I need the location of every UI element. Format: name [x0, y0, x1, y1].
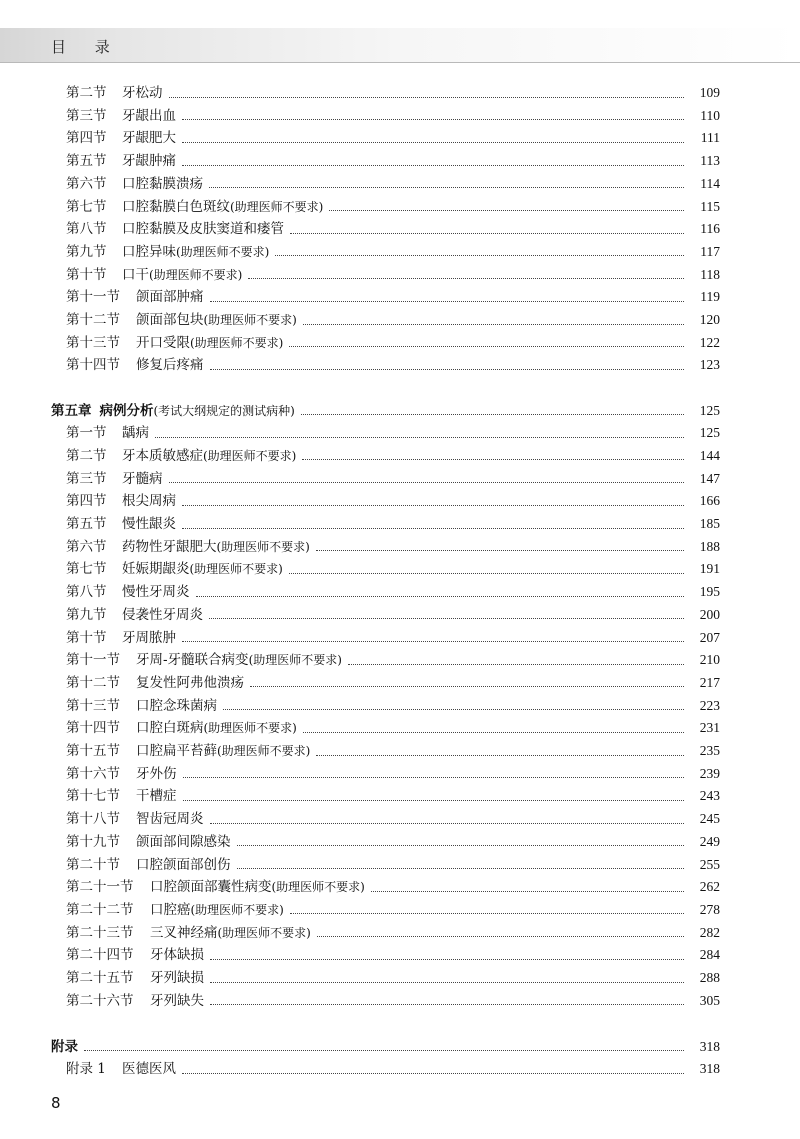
entry-number: 附录 1 — [66, 1061, 106, 1078]
entry-number: 第十三节 — [66, 334, 120, 351]
entry-page: 207 — [699, 629, 720, 645]
entry-page: 119 — [700, 289, 720, 305]
entry-page: 262 — [699, 879, 720, 895]
toc-entry[interactable] — [0, 558, 800, 580]
toc-entry[interactable] — [0, 218, 800, 240]
entry-number: 第六节 — [66, 175, 107, 192]
leader-dots — [290, 233, 684, 234]
entry-page: 235 — [699, 743, 720, 758]
entry-number: 第十节 — [66, 266, 107, 283]
entry-title: 慢性龈炎 — [122, 516, 176, 532]
toc-entry[interactable] — [0, 604, 800, 626]
leader-dots — [155, 437, 684, 438]
entry-number: 第十三节 — [66, 697, 120, 714]
entry-number: 第二十三节 — [66, 924, 134, 941]
entry-number: 第十四节 — [66, 720, 120, 737]
entry-title: 三叉神经痛(助理医师不要求) — [150, 924, 311, 941]
entry-title: 慢性牙周炎 — [122, 584, 190, 601]
leader-dots — [182, 165, 684, 166]
entry-number: 第五节 — [66, 153, 107, 170]
leader-dots — [223, 709, 684, 710]
entry-title: 牙周-牙髓联合病变(助理医师不要求) — [136, 652, 342, 669]
toc-entry[interactable] — [0, 422, 800, 444]
entry-page: 185 — [699, 516, 720, 531]
entry-number: 第十一节 — [66, 289, 120, 306]
entry-page: 284 — [699, 947, 720, 963]
entry-number: 第二十节 — [66, 856, 120, 873]
entry-number: 第一节 — [66, 425, 107, 442]
leader-dots — [182, 641, 684, 642]
entry-title: 牙髓病 — [122, 470, 163, 487]
entry-number: 第二十二节 — [66, 901, 134, 918]
entry-page: 223 — [699, 697, 720, 713]
leader-dots — [329, 210, 684, 211]
entry-title: 口腔黏膜白色斑纹(助理医师不要求) — [122, 198, 324, 215]
entry-page: 249 — [699, 833, 720, 849]
entry-title: 牙松动 — [122, 85, 163, 101]
toc-entry[interactable] — [0, 286, 800, 308]
entry-title: 口腔扁平苔藓(助理医师不要求) — [136, 743, 311, 759]
leader-dots — [210, 369, 685, 370]
entry-title: 口腔黏膜溃疡 — [122, 175, 203, 192]
toc-entry[interactable] — [0, 876, 800, 898]
leader-dots — [182, 119, 684, 120]
entry-number: 第十一节 — [66, 652, 120, 669]
toc-entry[interactable] — [0, 1058, 800, 1080]
appendix-page: 318 — [699, 1038, 720, 1054]
entry-number: 第二节 — [66, 85, 107, 101]
toc-entry[interactable] — [0, 490, 800, 512]
leader-dots — [182, 505, 684, 506]
entry-page: 115 — [700, 198, 720, 214]
entry-number: 第五节 — [66, 516, 107, 532]
entry-number: 第三节 — [66, 107, 107, 124]
toc-entry[interactable] — [0, 241, 800, 263]
entry-page: 111 — [700, 130, 720, 146]
entry-page: 120 — [699, 312, 720, 327]
toc-entry[interactable] — [0, 105, 800, 127]
entry-page: 144 — [699, 447, 720, 463]
entry-page: 122 — [699, 334, 720, 350]
toc-entry[interactable] — [0, 717, 800, 739]
entry-title: 口腔黏膜及皮肤窦道和瘘管 — [122, 221, 284, 238]
leader-dots — [275, 255, 684, 256]
toc-entry[interactable] — [0, 785, 800, 807]
entry-page: 231 — [699, 720, 720, 736]
chapter-entry[interactable] — [0, 400, 800, 422]
toc-entry[interactable] — [0, 899, 800, 921]
entry-number: 第十二节 — [66, 674, 120, 691]
leader-dots — [210, 959, 684, 960]
leader-dots — [289, 346, 684, 347]
entry-page: 318 — [699, 1061, 720, 1077]
running-header — [0, 28, 800, 62]
leader-dots — [210, 1004, 684, 1005]
leader-dots — [210, 301, 685, 302]
toc-entry[interactable] — [0, 196, 800, 218]
toc-entry[interactable] — [0, 967, 800, 989]
leader-dots — [302, 459, 684, 460]
entry-number: 第八节 — [66, 221, 107, 238]
toc-entry[interactable] — [0, 536, 800, 558]
entry-title: 龋病 — [122, 425, 149, 442]
leader-dots — [210, 982, 684, 983]
entry-title: 口腔念珠菌病 — [136, 697, 217, 714]
entry-page: 191 — [699, 561, 720, 577]
entry-title: 牙本质敏感症(助理医师不要求) — [122, 447, 297, 464]
appendix-title: 附录 — [51, 1038, 78, 1055]
entry-number: 第七节 — [66, 198, 107, 215]
entry-title: 牙龈出血 — [122, 107, 176, 124]
header-title: 目 录 — [51, 38, 122, 56]
toc-entry[interactable] — [0, 150, 800, 172]
entry-number: 第二十五节 — [66, 970, 134, 986]
toc-entry[interactable] — [0, 332, 800, 354]
entry-number: 第九节 — [66, 243, 107, 260]
toc-entry[interactable] — [0, 922, 800, 944]
leader-dots — [169, 97, 685, 98]
leader-dots — [237, 868, 685, 869]
entry-page: 243 — [699, 788, 720, 804]
leader-dots — [209, 618, 684, 619]
leader-dots — [248, 278, 684, 279]
entry-title: 牙外伤 — [136, 765, 177, 782]
leader-dots — [303, 732, 684, 733]
entry-number: 第十五节 — [66, 743, 120, 759]
entry-title: 智齿冠周炎 — [136, 811, 204, 828]
header-rule — [0, 62, 800, 63]
entry-page: 116 — [700, 221, 720, 237]
entry-title: 干槽症 — [136, 788, 177, 805]
entry-number: 第四节 — [66, 493, 107, 510]
leader-dots — [290, 913, 684, 914]
entry-page: 278 — [699, 901, 720, 917]
entry-title: 口腔癌(助理医师不要求) — [150, 901, 284, 918]
entry-title: 口腔颌面部创伤 — [136, 856, 231, 873]
entry-number: 第四节 — [66, 130, 107, 147]
entry-page: 255 — [699, 856, 720, 872]
leader-dots — [316, 755, 684, 756]
entry-page: 166 — [699, 493, 720, 509]
leader-dots — [317, 936, 684, 937]
appendix-entry[interactable] — [0, 1036, 800, 1058]
entry-page: 210 — [699, 652, 720, 668]
entry-number: 第二十一节 — [66, 879, 134, 896]
toc-entry[interactable] — [0, 944, 800, 966]
toc-entry[interactable] — [0, 127, 800, 149]
toc-entry[interactable] — [0, 82, 800, 104]
leader-dots — [371, 891, 684, 892]
entry-title: 口腔颌面部囊性病变(助理医师不要求) — [150, 879, 365, 896]
entry-title: 侵袭性牙周炎 — [122, 606, 203, 623]
chapter-title: 病例分析(考试大纲规定的测试病种) — [99, 402, 295, 419]
leader-dots — [289, 573, 684, 574]
toc-entry[interactable] — [0, 672, 800, 694]
entry-page: 217 — [699, 674, 720, 690]
leader-dots — [182, 142, 684, 143]
leader-dots — [169, 482, 685, 483]
entry-title: 妊娠期龈炎(助理医师不要求) — [122, 561, 283, 578]
toc-entry[interactable] — [0, 831, 800, 853]
toc-entry[interactable] — [0, 173, 800, 195]
entry-title: 颌面部包块(助理医师不要求) — [136, 312, 297, 328]
entry-number: 第八节 — [66, 584, 107, 601]
entry-number: 第二节 — [66, 447, 107, 464]
entry-title: 颌面部肿痛 — [136, 289, 204, 306]
entry-page: 188 — [699, 538, 720, 554]
entry-title: 牙龈肥大 — [122, 130, 176, 147]
entry-number: 第十节 — [66, 629, 107, 646]
leader-dots — [348, 664, 684, 665]
leader-dots — [316, 550, 684, 551]
entry-number: 第十八节 — [66, 811, 120, 828]
entry-number: 第二十六节 — [66, 992, 134, 1009]
entry-page: 123 — [699, 357, 720, 373]
entry-title: 修复后疼痛 — [136, 357, 204, 374]
page-number: 8 — [51, 1094, 61, 1112]
leader-dots — [210, 823, 685, 824]
leader-dots — [250, 686, 684, 687]
leader-dots — [196, 596, 685, 597]
toc-entry[interactable] — [0, 264, 800, 286]
entry-page: 110 — [700, 107, 720, 123]
entry-page: 114 — [700, 175, 720, 191]
toc-entry[interactable] — [0, 445, 800, 467]
toc-entry[interactable] — [0, 627, 800, 649]
entry-page: 147 — [699, 470, 720, 486]
entry-title: 牙周脓肿 — [122, 629, 176, 646]
toc-entry[interactable] — [0, 695, 800, 717]
toc-entry[interactable] — [0, 581, 800, 603]
chapter-number: 第五章 — [51, 402, 92, 419]
toc-entry[interactable] — [0, 763, 800, 785]
entry-number: 第九节 — [66, 606, 107, 623]
entry-page: 195 — [699, 584, 720, 600]
toc-entry[interactable] — [0, 309, 800, 331]
toc-entry[interactable] — [0, 649, 800, 671]
leader-dots — [182, 1073, 684, 1074]
entry-title: 牙体缺损 — [150, 947, 204, 964]
entry-title: 复发性阿弗他溃疡 — [136, 674, 244, 691]
entry-page: 109 — [699, 85, 720, 100]
entry-page: 113 — [700, 153, 720, 169]
entry-number: 第十九节 — [66, 833, 120, 850]
leader-dots — [182, 528, 684, 529]
entry-page: 200 — [699, 606, 720, 622]
entry-number: 第十四节 — [66, 357, 120, 374]
toc-entry[interactable] — [0, 990, 800, 1012]
entry-title: 根尖周病 — [122, 493, 176, 510]
toc-entry[interactable] — [0, 740, 800, 762]
entry-title: 颌面部间隙感染 — [136, 833, 231, 850]
entry-number: 第七节 — [66, 561, 107, 578]
entry-page: 305 — [699, 992, 720, 1008]
entry-page: 245 — [699, 811, 720, 827]
entry-number: 第三节 — [66, 470, 107, 487]
entry-page: 117 — [700, 243, 720, 259]
leader-dots — [183, 800, 685, 801]
entry-number: 第十二节 — [66, 312, 120, 328]
entry-title: 口腔异味(助理医师不要求) — [122, 243, 270, 260]
entry-title: 开口受限(助理医师不要求) — [136, 334, 284, 351]
toc-entry[interactable] — [0, 468, 800, 490]
entry-title: 口干(助理医师不要求) — [122, 266, 243, 283]
entry-page: 239 — [699, 765, 720, 781]
entry-title: 牙龈肿痛 — [122, 153, 176, 170]
toc-entry[interactable] — [0, 808, 800, 830]
toc-entry[interactable] — [0, 513, 800, 535]
chapter-page: 125 — [699, 402, 720, 418]
entry-page: 282 — [699, 924, 720, 940]
entry-title: 医德医风 — [122, 1061, 176, 1078]
entry-page: 125 — [699, 425, 720, 441]
toc-entry[interactable] — [0, 854, 800, 876]
entry-number: 第二十四节 — [66, 947, 134, 964]
entry-number: 第六节 — [66, 538, 107, 555]
entry-title: 牙列缺损 — [150, 970, 204, 986]
entry-title: 牙列缺失 — [150, 992, 204, 1009]
entry-page: 118 — [700, 266, 720, 282]
entry-number: 第十七节 — [66, 788, 120, 805]
leader-dots — [303, 324, 684, 325]
leader-dots — [237, 845, 685, 846]
entry-title: 药物性牙龈肥大(助理医师不要求) — [122, 538, 310, 555]
leader-dots — [209, 187, 684, 188]
entry-number: 第十六节 — [66, 765, 120, 782]
leader-dots — [301, 414, 684, 415]
entry-title: 口腔白斑病(助理医师不要求) — [136, 720, 297, 737]
leader-dots — [183, 777, 685, 778]
entry-page: 288 — [699, 970, 720, 985]
toc-entry[interactable] — [0, 354, 800, 376]
leader-dots — [84, 1050, 684, 1051]
